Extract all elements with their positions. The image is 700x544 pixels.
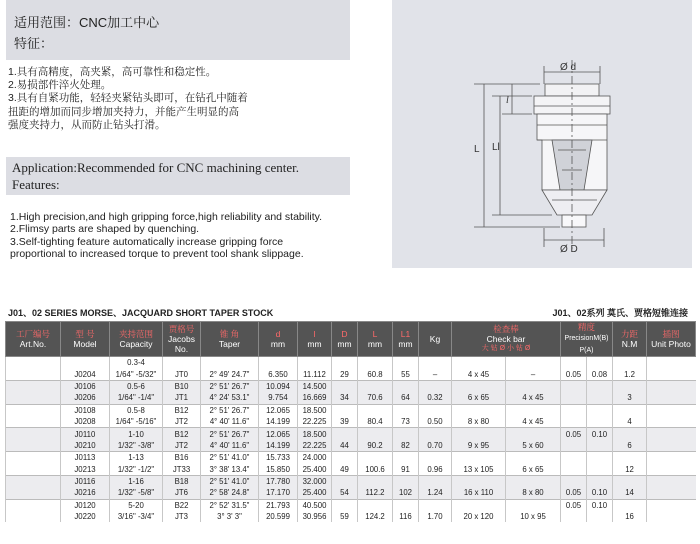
table-cell-jno: B12 (163, 428, 201, 440)
table-cell-nm: 4 (613, 416, 647, 428)
table-cell-art (6, 404, 61, 416)
table-cell-pm (561, 475, 587, 487)
table-cell-D: 49 (332, 464, 358, 476)
table-cell-cb1: 8 x 80 (452, 416, 506, 428)
table-cell-model: J0108 (61, 404, 110, 416)
table-cell-cap: 0.5-6 (110, 380, 163, 392)
table-cell-L1 (393, 404, 419, 416)
col-header: 检查棒 Check bar 大 钻 Ø 小 钻 Ø (452, 322, 561, 357)
col-header: d mm (259, 322, 298, 357)
table-cell-photo (647, 416, 696, 428)
table-cell-cap: 1-13 (110, 452, 163, 464)
table-cell-art (6, 440, 61, 452)
table-cell-cb2: 6 x 65 (506, 464, 561, 476)
table-cell-pp (587, 464, 613, 476)
table-cell-nm (613, 404, 647, 416)
table-cell-art (6, 464, 61, 476)
table-cell-jno: JT2 (163, 416, 201, 428)
table-cell-l: 18.500 (298, 404, 332, 416)
table-cell-L1 (393, 357, 419, 369)
col-header: 型 号 Model (61, 322, 110, 357)
table-cell-art (6, 416, 61, 428)
table-cell-L (358, 380, 393, 392)
table-cell-pm: 0.05 (561, 368, 587, 380)
table-cell-cb1 (452, 475, 506, 487)
table-cell-photo (647, 392, 696, 404)
table-cell-L1 (393, 380, 419, 392)
table-cell-photo (647, 464, 696, 476)
table-cell-nm (613, 357, 647, 369)
col-header: 锥 角 Taper (201, 322, 259, 357)
table-cell-pm: 0.05 (561, 499, 587, 511)
table-cell-art (6, 380, 61, 392)
table-cell-cap: 1-10 (110, 428, 163, 440)
table-cell-cb2: 4 x 45 (506, 416, 561, 428)
table-cell-photo (647, 404, 696, 416)
table-cell-jno (163, 357, 201, 369)
table-cell-l: 14.500 (298, 380, 332, 392)
table-cell-pm (561, 380, 587, 392)
table-cell-model: J0220 (61, 511, 110, 522)
table-cell-L: 60.8 (358, 368, 393, 380)
en-features-label: Features: (12, 177, 60, 192)
cn-header-box (6, 0, 350, 60)
table-cell-l: 22.225 (298, 416, 332, 428)
table-cell-kg: 0.96 (419, 464, 452, 476)
table-cell-taper: 2° 52' 31.5" (201, 499, 259, 511)
table-cell-taper: 2° 58' 24.8" (201, 487, 259, 499)
table-cell-pm (561, 440, 587, 452)
table-cell-D (332, 428, 358, 440)
table-cell-art (6, 452, 61, 464)
table-cell-pm (561, 452, 587, 464)
table-cell-photo (647, 357, 696, 369)
table-cell-cb1 (452, 357, 506, 369)
dim-l1-label: Ll (492, 142, 500, 153)
table-cell-cb2 (506, 475, 561, 487)
table-row (6, 416, 696, 428)
table-cell-art (6, 487, 61, 499)
table-cell-jno: JT33 (163, 464, 201, 476)
table-cell-photo (647, 499, 696, 511)
table-cell-cb2 (506, 428, 561, 440)
table-cell-pp (587, 392, 613, 404)
table-cell-L1: 91 (393, 464, 419, 476)
col-header: Kg (419, 322, 452, 357)
table-cell-taper: 2° 49' 24.7" (201, 368, 259, 380)
table-cell-photo (647, 428, 696, 440)
table-cell-pp (587, 452, 613, 464)
cn-feature-item: 3.具有自紧功能，轻轻夹紧钻头即可，在钻孔中随着 (8, 92, 248, 105)
table-cell-jno: B22 (163, 499, 201, 511)
dim-D-label: Ø D (560, 244, 578, 255)
table-cell-pp: 0.10 (587, 499, 613, 511)
col-header: l mm (298, 322, 332, 357)
col-header: 力距 N.M (613, 322, 647, 357)
cn-features-label: 特征： (14, 36, 54, 51)
table-cell-L1: 82 (393, 440, 419, 452)
table-cell-kg: 1.24 (419, 487, 452, 499)
table-cell-L: 90.2 (358, 440, 393, 452)
table-cell-L1 (393, 452, 419, 464)
table-cell-d: 6.350 (259, 368, 298, 380)
table-cell-jno: B10 (163, 380, 201, 392)
table-cell-taper (201, 357, 259, 369)
table-cell-pm: 0.05 (561, 428, 587, 440)
table-cell-art (6, 475, 61, 487)
table-row (6, 368, 696, 380)
table-cell-d: 21.793 (259, 499, 298, 511)
en-header-box (6, 157, 350, 195)
table-cell-photo (647, 511, 696, 522)
table-row (6, 357, 696, 369)
table-cell-pp: 0.08 (587, 368, 613, 380)
table-cell-l: 32.000 (298, 475, 332, 487)
table-row (6, 499, 696, 511)
table-cell-model: J0110 (61, 428, 110, 440)
table-cell-D (332, 380, 358, 392)
en-feature-item: 1.High precision,and high gripping force,high reliability and stability. (10, 211, 323, 223)
table-cell-pm (561, 404, 587, 416)
table-cell-kg: 0.50 (419, 416, 452, 428)
table-cell-nm (613, 380, 647, 392)
table-cell-d: 12.065 (259, 404, 298, 416)
table-cell-L (358, 357, 393, 369)
table-cell-l: 30.956 (298, 511, 332, 522)
table-cell-l: 25.400 (298, 464, 332, 476)
table-cell-nm (613, 428, 647, 440)
table-cell-d: 15.733 (259, 452, 298, 464)
table-cell-L1 (393, 428, 419, 440)
table-cell-D: 44 (332, 440, 358, 452)
table-cell-cap: 3/16" -3/4" (110, 511, 163, 522)
table-cell-kg (419, 475, 452, 487)
table-cell-L: 70.6 (358, 392, 393, 404)
table-row (6, 487, 696, 499)
table-cell-pp (587, 357, 613, 369)
table-cell-photo (647, 487, 696, 499)
table-cell-model: J0204 (61, 368, 110, 380)
table-cell-taper: 3° 38' 13.4" (201, 464, 259, 476)
table-cell-taper: 4° 40' 11.6" (201, 440, 259, 452)
table-cell-D (332, 404, 358, 416)
table-cell-pp (587, 475, 613, 487)
table-cell-pm (561, 464, 587, 476)
table-cell-model: J0208 (61, 416, 110, 428)
table-cell-model: J0213 (61, 464, 110, 476)
table-cell-kg (419, 452, 452, 464)
chuck-drawing (392, 0, 692, 268)
table-cell-D (332, 499, 358, 511)
table-cell-l: 16.669 (298, 392, 332, 404)
table-title-bar (8, 306, 692, 320)
table-cell-l: 25.400 (298, 487, 332, 499)
table-cell-pp (587, 404, 613, 416)
dim-d-label: Ø d (560, 62, 577, 73)
en-application-label: Application:Recommended for CNC machining center. (12, 160, 300, 175)
table-cell-D (332, 357, 358, 369)
table-cell-model: J0210 (61, 440, 110, 452)
table-cell-cb2 (506, 380, 561, 392)
table-cell-art (6, 392, 61, 404)
col-header: 贾格号 Jacobs No. (163, 322, 201, 357)
table-cell-pp (587, 380, 613, 392)
table-cell-D: 34 (332, 392, 358, 404)
table-cell-jno: B18 (163, 475, 201, 487)
table-cell-kg (419, 428, 452, 440)
col-header: 插图 Unit Photo (647, 322, 696, 357)
table-cell-cb1: 13 x 105 (452, 464, 506, 476)
table-cell-cb1 (452, 452, 506, 464)
table-cell-jno: JT3 (163, 511, 201, 522)
chuck-drawing-svg (392, 0, 692, 268)
table-cell-taper: 2° 51' 41.0" (201, 452, 259, 464)
table-cell-cap: 0.5-8 (110, 404, 163, 416)
table-cell-nm: 6 (613, 440, 647, 452)
table-cell-cb1 (452, 428, 506, 440)
table-cell-pm: 0.05 (561, 487, 587, 499)
table-cell-nm: 12 (613, 464, 647, 476)
en-feature-item: 2.Flimsy parts are shaped by quenching. (10, 223, 200, 236)
cn-features-list (8, 66, 348, 132)
table-cell-nm: 14 (613, 487, 647, 499)
table-row (6, 475, 696, 487)
table-cell-model: J0216 (61, 487, 110, 499)
table-cell-L (358, 499, 393, 511)
table-cell-pp (587, 416, 613, 428)
cn-feature-item: 扭距的增加而同步增加夹持力，并能产生明显的高 (8, 105, 239, 118)
table-cell-L1: 55 (393, 368, 419, 380)
table-cell-pm (561, 511, 587, 522)
table-cell-cb1: 4 x 45 (452, 368, 506, 380)
table-cell-cap: 5-20 (110, 499, 163, 511)
table-cell-photo (647, 452, 696, 464)
table-cell-cb2: 10 x 95 (506, 511, 561, 522)
table-cell-cb1 (452, 380, 506, 392)
table-cell-taper: 4° 40' 11.6" (201, 416, 259, 428)
table-row (6, 511, 696, 522)
table-cell-model: J0113 (61, 452, 110, 464)
en-feature-item: proportional to increased torque to prevent tool shank slippage. (10, 247, 304, 260)
table-cell-art (6, 357, 61, 369)
table-cell-l: 24.000 (298, 452, 332, 464)
table-cell-art (6, 368, 61, 380)
table-cell-model (61, 357, 110, 369)
table-title-en: J01、02 SERIES MORSE、JACQUARD SHORT TAPER STOCK (8, 308, 274, 318)
table-cell-cap: 1-16 (110, 475, 163, 487)
table-cell-cap: 1/32" -3/8" (110, 440, 163, 452)
table-row (6, 464, 696, 476)
table-cell-art (6, 499, 61, 511)
table-cell-model: J0116 (61, 475, 110, 487)
spec-table (5, 321, 696, 522)
table-cell-D: 54 (332, 487, 358, 499)
table-title-cn: J01、02系列 莫氏、贾格短锥连接 (552, 308, 688, 318)
table-cell-cb1: 20 x 120 (452, 511, 506, 522)
table-cell-nm: 16 (613, 511, 647, 522)
table-cell-pm (561, 357, 587, 369)
table-cell-taper: 2° 51' 26.7" (201, 404, 259, 416)
cn-feature-item: 2.易损部件淬火处理。 (8, 79, 112, 92)
table-cell-D: 29 (332, 368, 358, 380)
table-cell-d (259, 357, 298, 369)
table-row (6, 440, 696, 452)
table-cell-art (6, 428, 61, 440)
table-cell-L1: 102 (393, 487, 419, 499)
table-cell-D (332, 452, 358, 464)
table-cell-jno: JT2 (163, 440, 201, 452)
table-cell-L (358, 452, 393, 464)
table-cell-taper: 2° 51' 41.0" (201, 475, 259, 487)
table-cell-kg (419, 404, 452, 416)
table-cell-pp (587, 511, 613, 522)
table-cell-photo (647, 368, 696, 380)
table-cell-pp: 0.10 (587, 428, 613, 440)
table-cell-kg (419, 357, 452, 369)
table-cell-model: J0120 (61, 499, 110, 511)
table-cell-L: 100.6 (358, 464, 393, 476)
table-cell-cb1 (452, 404, 506, 416)
table-cell-photo (647, 440, 696, 452)
table-cell-cb1: 6 x 65 (452, 392, 506, 404)
table-cell-l (298, 357, 332, 369)
table-row (6, 380, 696, 392)
table-cell-art (6, 511, 61, 522)
col-header: D mm (332, 322, 358, 357)
table-cell-d: 10.094 (259, 380, 298, 392)
table-cell-cb1: 16 x 110 (452, 487, 506, 499)
table-cell-D (332, 475, 358, 487)
table-cell-L1: 73 (393, 416, 419, 428)
table-cell-L1: 64 (393, 392, 419, 404)
table-row (6, 404, 696, 416)
table-cell-L1 (393, 499, 419, 511)
col-header: 夹持范围 Capacity (110, 322, 163, 357)
table-cell-nm: 1.2 (613, 368, 647, 380)
table-cell-cb2 (506, 452, 561, 464)
table-cell-cap: 0.3-4 (110, 357, 163, 369)
table-cell-taper: 2° 51' 26.7" (201, 380, 259, 392)
table-cell-D: 39 (332, 416, 358, 428)
table-cell-jno: JT1 (163, 392, 201, 404)
table-cell-taper: 4° 24' 53.1" (201, 392, 259, 404)
table-cell-pm (561, 416, 587, 428)
table-cell-jno: JT0 (163, 368, 201, 380)
table-cell-taper: 2° 51' 26.7" (201, 428, 259, 440)
table-cell-L: 112.2 (358, 487, 393, 499)
table-cell-kg (419, 499, 452, 511)
table-cell-cap: 1/32" -5/8" (110, 487, 163, 499)
col-header: L1 mm (393, 322, 419, 357)
table-cell-L (358, 428, 393, 440)
table-header-row (6, 322, 696, 357)
table-cell-L (358, 404, 393, 416)
table-cell-pp: 0.10 (587, 487, 613, 499)
table-cell-cb1: 9 x 95 (452, 440, 506, 452)
table-cell-photo (647, 380, 696, 392)
cn-feature-item: 1.具有高精度，高夹紧，高可靠性和稳定性。 (8, 66, 217, 78)
table-cell-cap: 1/64" -5/32" (110, 368, 163, 380)
cn-feature-item: 强度夹持力，从而防止钻头打滑。 (8, 118, 166, 131)
table-cell-nm (613, 452, 647, 464)
table-cell-d: 14.199 (259, 416, 298, 428)
table-cell-L1: 116 (393, 511, 419, 522)
table-cell-L1 (393, 475, 419, 487)
table-cell-d: 17.780 (259, 475, 298, 487)
table-cell-cb2: 5 x 60 (506, 440, 561, 452)
table-cell-model: J0206 (61, 392, 110, 404)
table-cell-cb2 (506, 404, 561, 416)
table-cell-cb2 (506, 499, 561, 511)
table-cell-photo (647, 475, 696, 487)
table-cell-cb2: 8 x 80 (506, 487, 561, 499)
table-cell-cap: 1/64" -5/16" (110, 416, 163, 428)
table-cell-model: J0106 (61, 380, 110, 392)
table-cell-nm (613, 499, 647, 511)
table-cell-jno: B16 (163, 452, 201, 464)
table-cell-kg: – (419, 368, 452, 380)
table-cell-cb2: – (506, 368, 561, 380)
table-cell-pm (561, 392, 587, 404)
table-cell-l: 11.112 (298, 368, 332, 380)
cn-application-label: 适用范围：CNC加工中心 (14, 15, 160, 30)
table-row (6, 452, 696, 464)
table-cell-cb2 (506, 357, 561, 369)
table-cell-jno: JT6 (163, 487, 201, 499)
table-cell-jno: B12 (163, 404, 201, 416)
table-cell-l: 18.500 (298, 428, 332, 440)
table-cell-L (358, 475, 393, 487)
en-feature-item: 3.Self-tighting feature automatically increase gripping force (10, 235, 284, 248)
table-cell-L: 124.2 (358, 511, 393, 522)
table-cell-D: 59 (332, 511, 358, 522)
col-header: L mm (358, 322, 393, 357)
table-cell-d: 12.065 (259, 428, 298, 440)
dim-l-label: l (506, 95, 509, 106)
table-row (6, 392, 696, 404)
table-cell-taper: 3° 3' 3" (201, 511, 259, 522)
table-cell-l: 22.225 (298, 440, 332, 452)
table-cell-l: 40.500 (298, 499, 332, 511)
table-cell-cb1 (452, 499, 506, 511)
col-header: 工厂编号 Art.No. (6, 322, 61, 357)
table-cell-pp (587, 440, 613, 452)
en-features-list (10, 211, 322, 260)
table-cell-L: 80.4 (358, 416, 393, 428)
table-cell-kg: 0.70 (419, 440, 452, 452)
table-cell-nm (613, 475, 647, 487)
table-cell-kg: 1.70 (419, 511, 452, 522)
table-cell-d: 15.850 (259, 464, 298, 476)
table-row (6, 428, 696, 440)
table-cell-cap: 1/64" -1/4" (110, 392, 163, 404)
table-cell-d: 20.599 (259, 511, 298, 522)
table-cell-cb2: 4 x 45 (506, 392, 561, 404)
table-cell-d: 17.170 (259, 487, 298, 499)
table-cell-kg: 0.32 (419, 392, 452, 404)
table-cell-cap: 1/32" -1/2" (110, 464, 163, 476)
col-header: 精度 PrecisionM(B) P(A) (561, 322, 613, 357)
table-cell-nm: 3 (613, 392, 647, 404)
table-cell-d: 9.754 (259, 392, 298, 404)
table-cell-d: 14.199 (259, 440, 298, 452)
table-cell-kg (419, 380, 452, 392)
dim-L-label: L (474, 144, 480, 155)
